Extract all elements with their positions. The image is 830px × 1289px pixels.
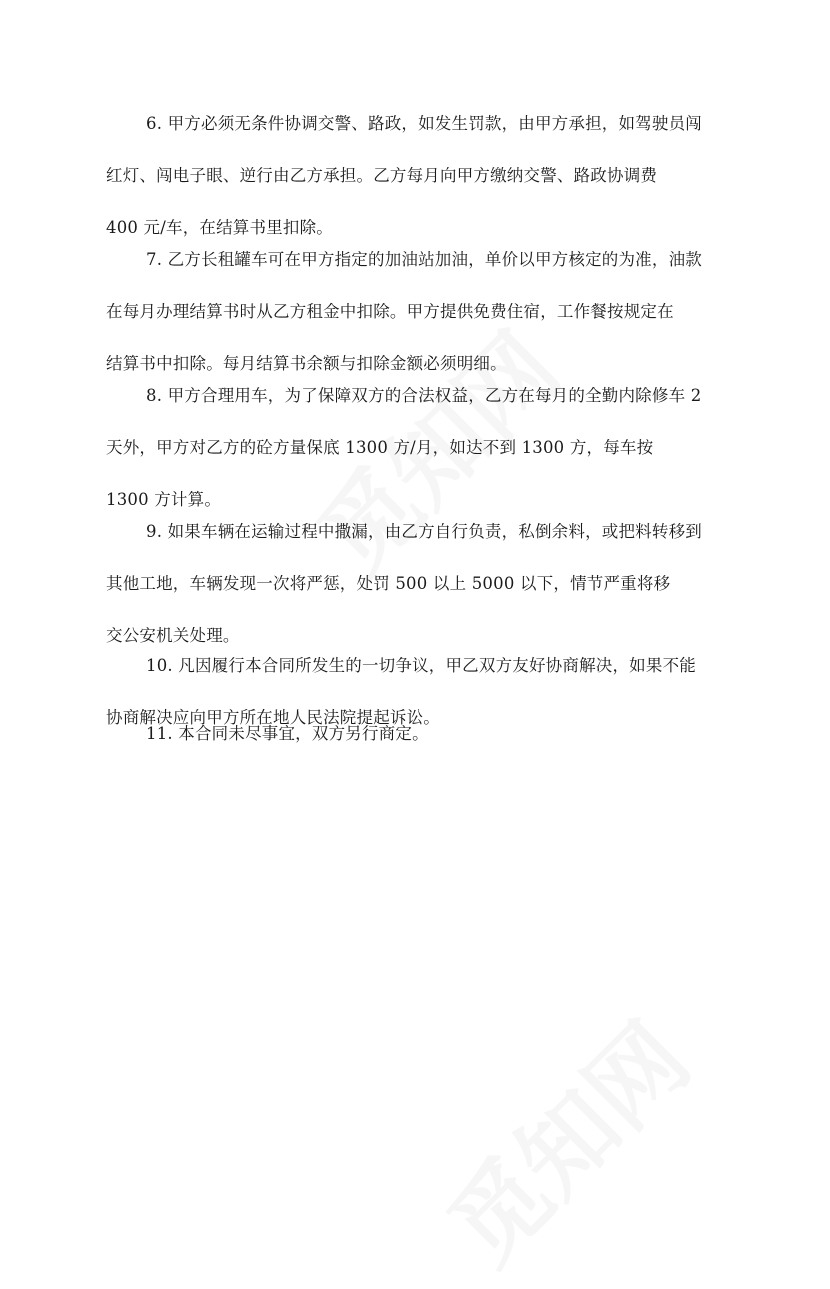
text-line: 天外，甲方对乙方的砼方量保底 1300 方/月，如达不到 1300 方，每车按 <box>106 438 654 457</box>
text-line: 结算书中扣除。每月结算书余额与扣除金额必须明细。 <box>106 354 507 373</box>
clause-8 <box>106 370 716 526</box>
text-line: 交公安机关处理。 <box>106 626 240 645</box>
text-line: 在每月办理结算书时从乙方租金中扣除。甲方提供免费住宿，工作餐按规定在 <box>106 302 674 321</box>
text-line: 7. 乙方长租罐车可在甲方指定的加油站加油，单价以甲方核定的为准，油款 <box>146 250 702 269</box>
text-line: 其他工地，车辆发现一次将严惩，处罚 500 以上 5000 以下，情节严重将移 <box>106 574 671 593</box>
watermark <box>414 988 715 1289</box>
clause-7 <box>106 234 716 390</box>
clause-11 <box>126 708 716 760</box>
text-line: 协商解决应向甲方所在地人民法院提起诉讼。 <box>106 708 440 727</box>
text-line: 8. 甲方合理用车，为了保障双方的合法权益，乙方在每月的全勤内除修车 2 <box>146 386 702 405</box>
clause-6 <box>106 98 716 254</box>
text-line: 10. 凡因履行本合同所发生的一切争议，甲乙双方友好协商解决，如果不能 <box>146 656 696 675</box>
text-line: 红灯、闯电子眼、逆行由乙方承担。乙方每月向甲方缴纳交警、路政协调费 <box>106 166 658 185</box>
text-line: 1300 方计算。 <box>106 490 222 509</box>
text-line: 400 元/车，在结算书里扣除。 <box>106 218 333 237</box>
clause-9 <box>106 506 716 662</box>
text-line: 9. 如果车辆在运输过程中撒漏，由乙方自行负责，私倒余料，或把料转移到 <box>146 522 702 541</box>
text-line: 6. 甲方必须无条件协调交警、路政，如发生罚款，由甲方承担，如驾驶员闯 <box>146 114 702 133</box>
text-line: 11. 本合同未尽事宜，双方另行商定。 <box>146 724 429 743</box>
